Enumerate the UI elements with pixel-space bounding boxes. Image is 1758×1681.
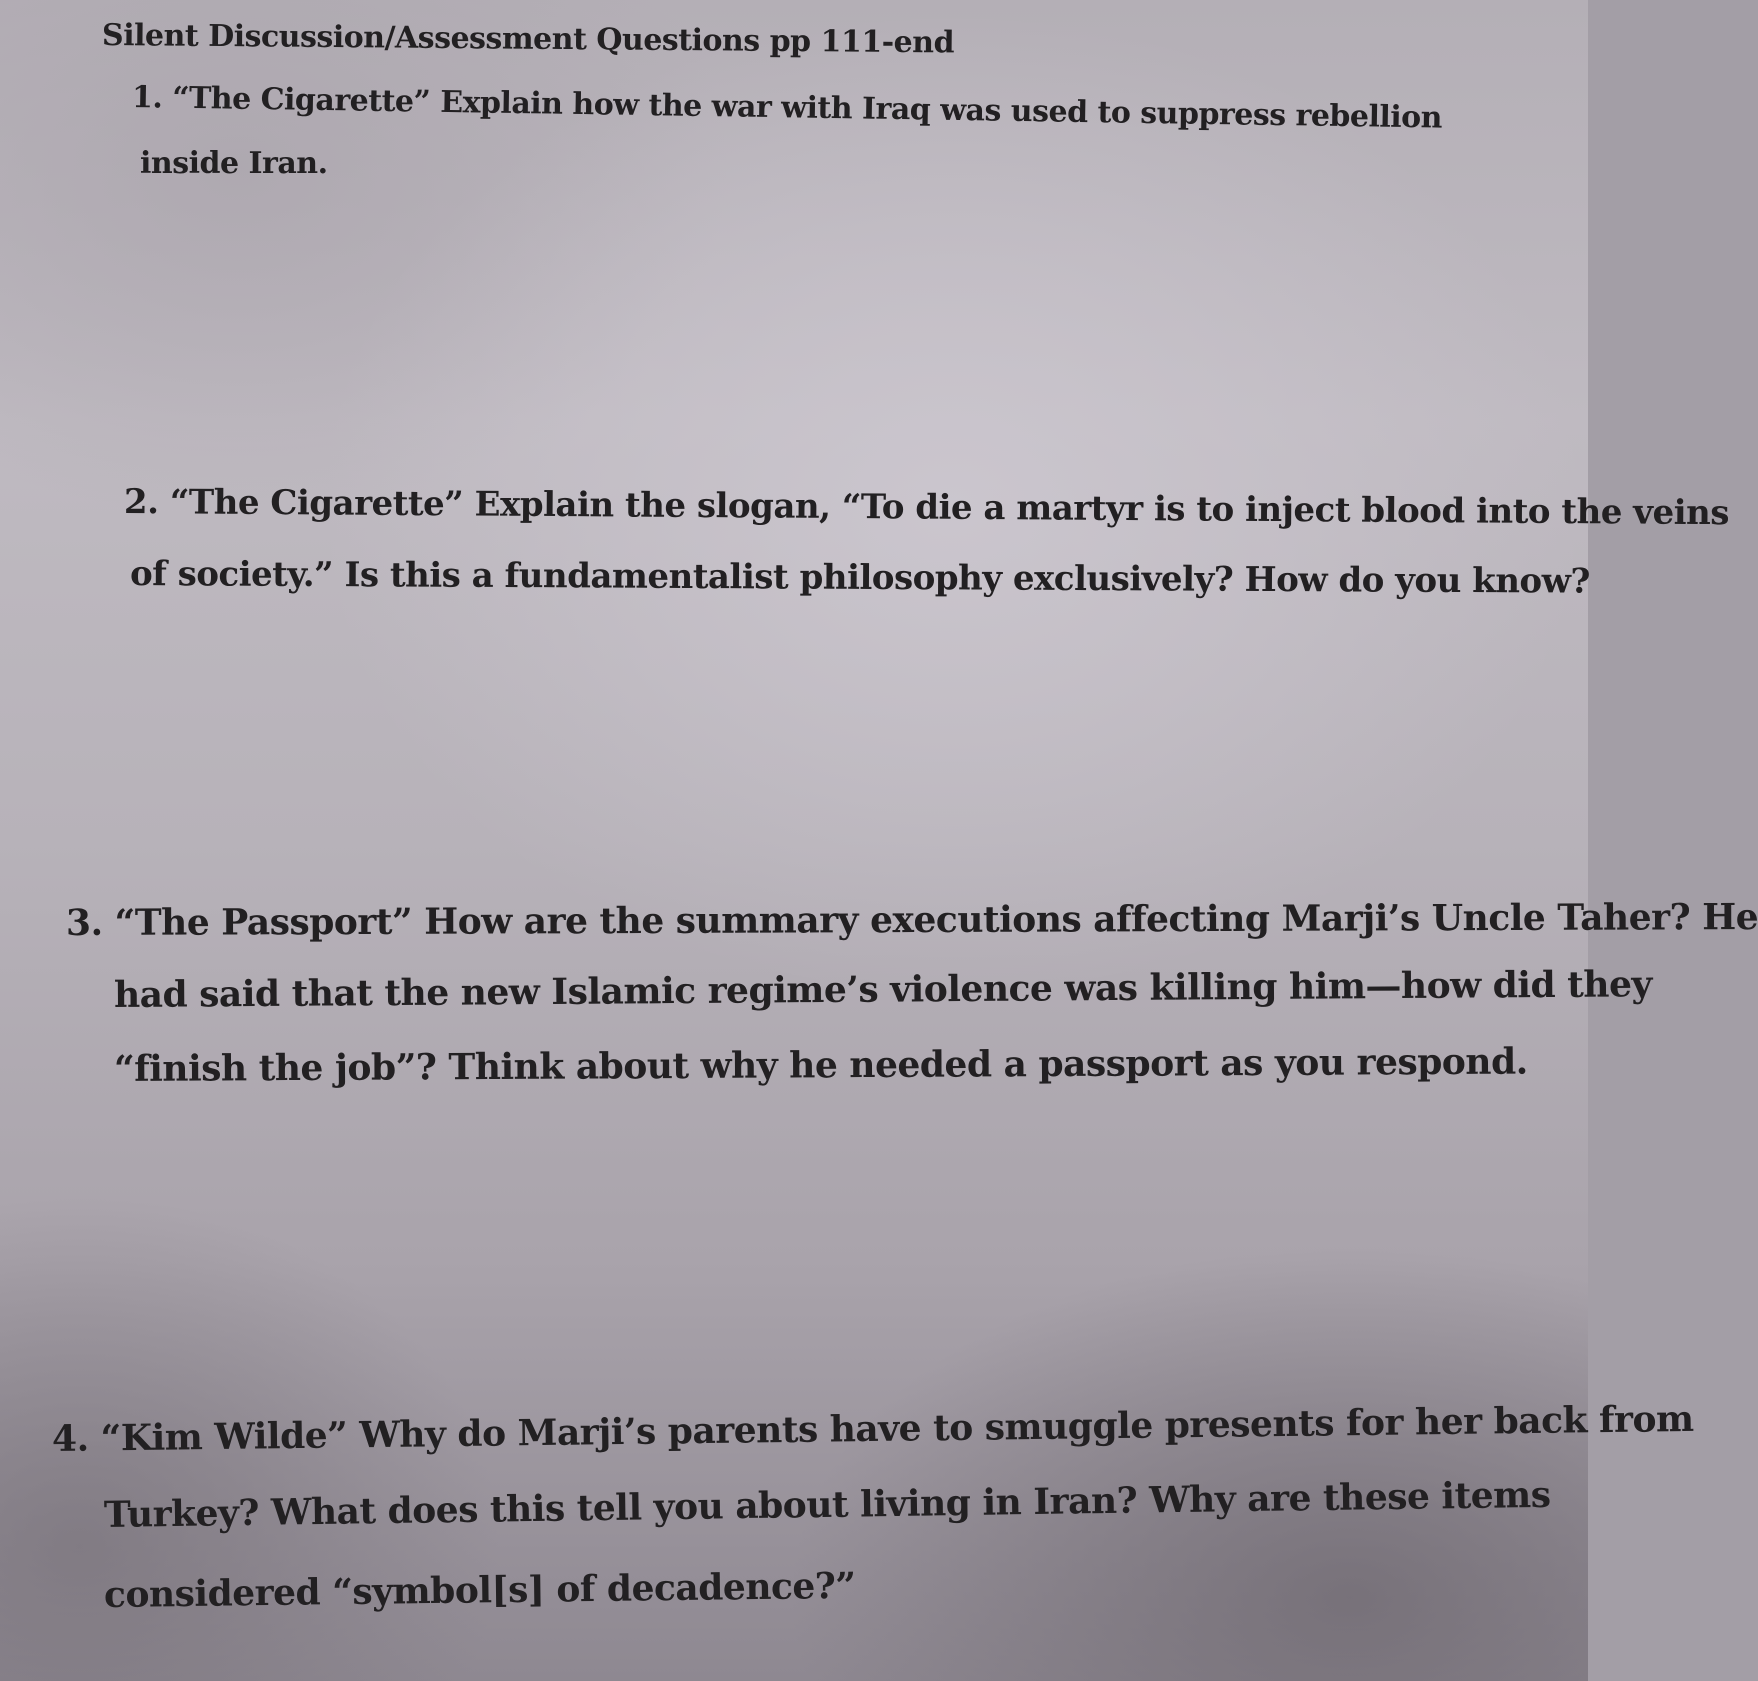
question-4-line-3: considered “symbol[s] of decadence?” bbox=[103, 1564, 856, 1616]
worksheet-title: Silent Discussion/Assessment Questions pp 111-end bbox=[101, 18, 955, 61]
question-1-line-1: 1. “The Cigarette” Explain how the war with Iraq was used to suppress rebellion bbox=[131, 80, 1443, 136]
question-3-line-1: 3. “The Passport” How are the summary executions affecting Marji’s Uncle Taher? He bbox=[65, 896, 1758, 944]
question-3-line-2: had said that the new Islamic regime’s violence was killing him—how did they bbox=[113, 963, 1652, 1016]
question-2-line-2: of society.” Is this a fundamentalist philosophy exclusively? How do you know? bbox=[129, 554, 1590, 602]
question-1-line-2: inside Iran. bbox=[140, 146, 328, 181]
question-4-line-1: 4. “Kim Wilde” Why do Marji’s parents have to smuggle presents for her back from bbox=[51, 1397, 1694, 1460]
question-3-line-3: “finish the job”? Think about why he needed a passport as you respond. bbox=[113, 1040, 1528, 1090]
question-2-line-1: 2. “The Cigarette” Explain the slogan, “To die a martyr is to inject blood into the veins bbox=[123, 482, 1730, 534]
question-4-line-2: Turkey? What does this tell you about living in Iran? Why are these items bbox=[103, 1473, 1551, 1536]
